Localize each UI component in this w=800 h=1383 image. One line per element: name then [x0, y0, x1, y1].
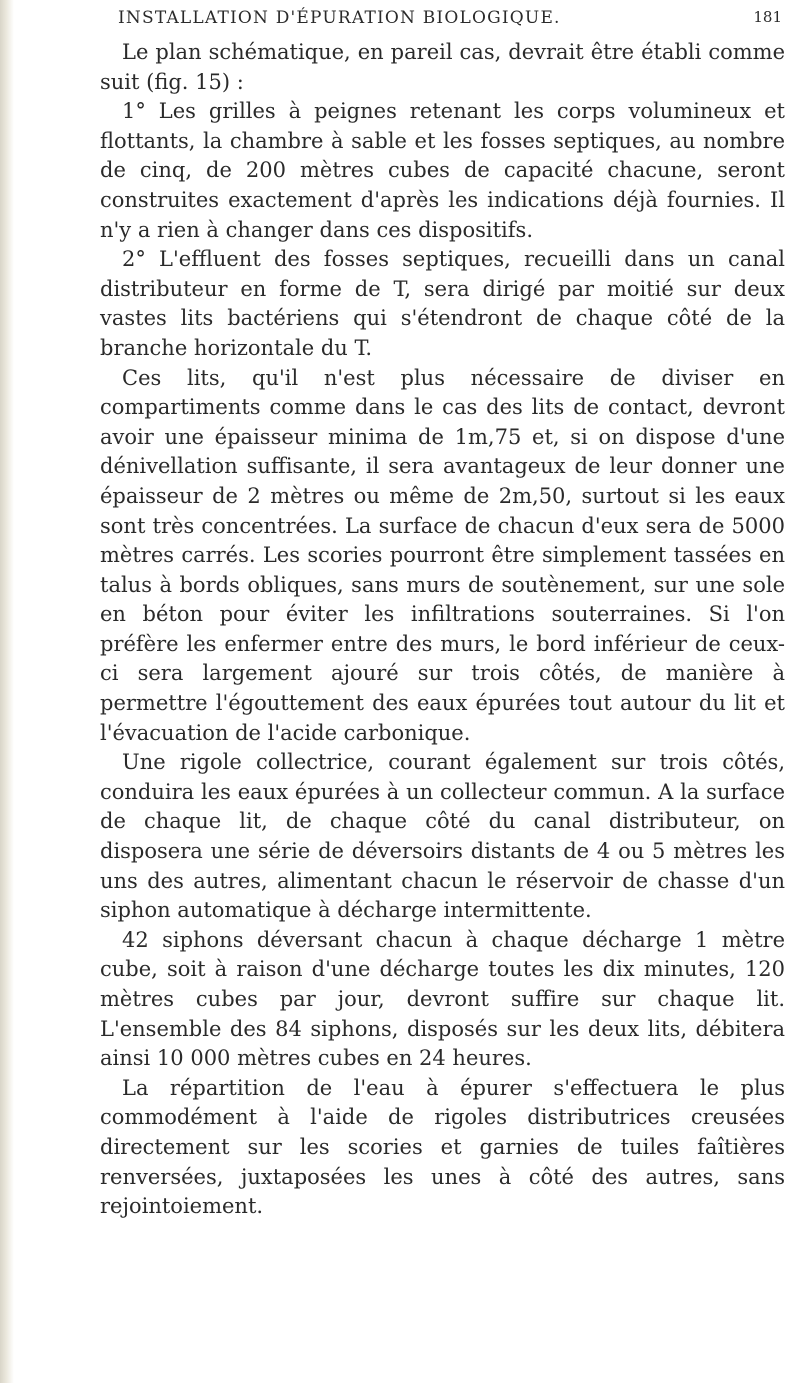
paragraph-point-2: 2° L'effluent des fosses septiques, recueilli dans un canal distributeur en forme de T, sera dirigé par moitié sur deux vastes lits bactériens qui s'étendront de chaque côté de la branche horizontale du T.: [100, 247, 785, 360]
running-head: INSTALLATION D'ÉPURATION BIOLOGIQUE.: [118, 8, 561, 28]
paragraph-point-1: 1° Les grilles à peignes retenant les corps volumineux et flottants, la chambre à sable et les fosses septiques, au nombre de cinq, de 200 mètres cubes de capacité chacune, seront construites exactement d'après les indications déjà fournies. Il n'y a rien à changer dans ces dispositifs.: [100, 99, 785, 242]
paragraph-siphons: 42 siphons déversant chacun à chaque décharge 1 mètre cube, soit à raison d'une décharge toutes les dix minutes, 120 mètres cubes par jour, devront suffire sur chaque lit. L'ensemble des 84 siphons, disposés sur les deux lits, débitera ainsi 10 000 mètres cubes en 24 heures.: [100, 927, 785, 1071]
paragraph-intro: Le plan schématique, en pareil cas, devrait être établi comme suit (fig. 15) :: [100, 40, 785, 94]
page-header: [100, 6, 782, 36]
paragraph-distribution: La répartition de l'eau à épurer s'effectuera le plus commodément à l'aide de rigoles distributrices creusées directement sur les scories et garnies de tuiles faîtières renversées, juxtaposées les unes à côté des autres, sans rejointoiement.: [100, 1075, 785, 1219]
body-text: [100, 38, 785, 1222]
page-number: 181: [753, 8, 782, 26]
page-edge-shadow: [0, 0, 14, 1383]
paragraph-beds: Ces lits, qu'il n'est plus nécessaire de diviser en compartiments comme dans le cas des lits de contact, devront avoir une épaisseur minima de 1m,75 et, si on dispose d'une dénivellation suffisante, il sera avantageux de leur donner une épaisseur de 2 mètres ou même de 2m,50, surtout si les eaux sont très concentrées. La surface de chacun d'eux sera de 5000 mètres carrés. Les scories pourront être simplement tassées en talus à bords obliques, sans murs de soutènement, sur une sole en béton pour éviter les infiltrations souterraines. Si l'on préfère les enfermer entre des murs, le bord inférieur de ceux-ci sera largement ajouré sur trois côtés, de manière à permettre l'égouttement des eaux épurées tout autour du lit et l'évacuation de l'acide carbonique.: [100, 365, 785, 745]
paragraph-collector: Une rigole collectrice, courant également sur trois côtés, conduira les eaux épurées à un collecteur commun. A la surface de chaque lit, de chaque côté du canal distributeur, on disposera une série de déversoirs distants de 4 ou 5 mètres les uns des autres, alimentant chacun le réservoir de chasse d'un siphon automatique à décharge intermittente.: [100, 750, 785, 923]
